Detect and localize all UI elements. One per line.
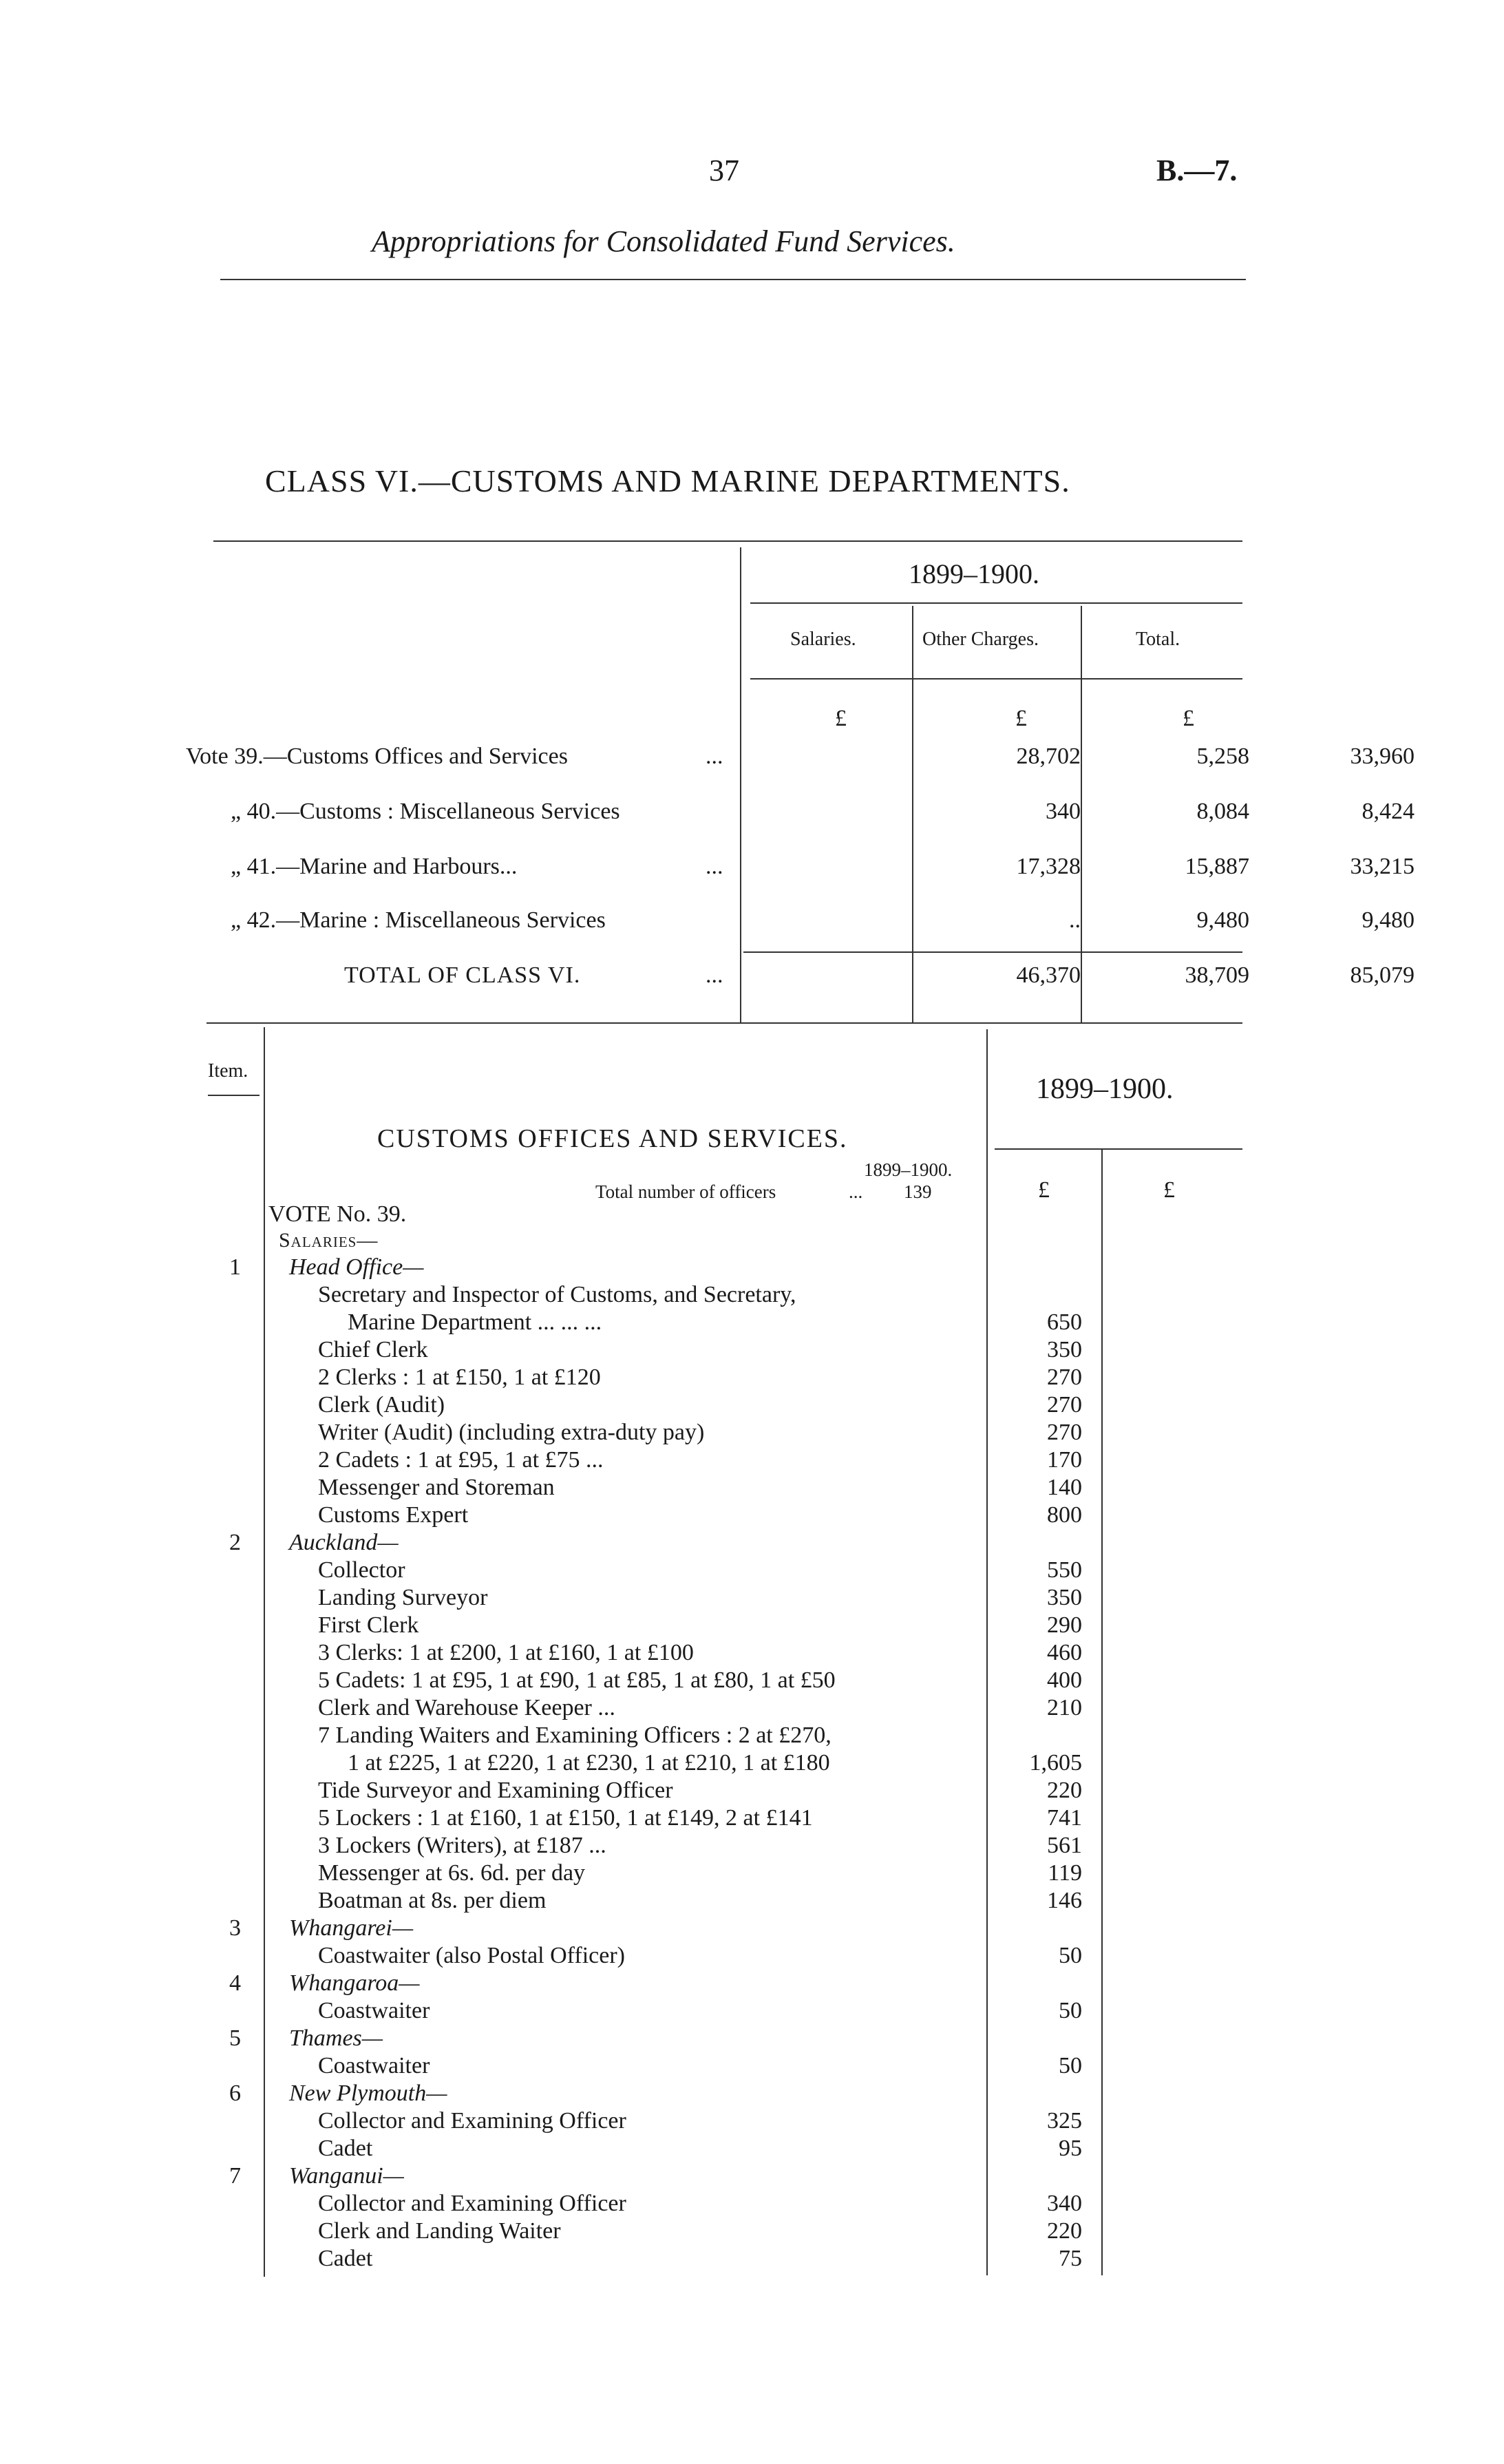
summary-year: 1899–1900.	[909, 558, 1039, 589]
summary-row-total: 9,480	[1362, 907, 1415, 933]
officers-leader: ...	[849, 1181, 863, 1202]
line-item-amount: 210	[1047, 1695, 1082, 1720]
salaries-heading: Salaries—	[279, 1229, 379, 1252]
line-item	[0, 2025, 1504, 2053]
line-item-heading: Thames—	[289, 2025, 383, 2051]
line-item-text: Coastwaiter	[318, 1998, 430, 2023]
summary-col-other-charges: Other Charges.	[922, 629, 1039, 650]
item-number: 6	[229, 2081, 241, 2106]
line-item	[0, 1750, 1504, 1778]
line-item-amount: 325	[1047, 2108, 1082, 2134]
line-item	[0, 1420, 1504, 1447]
line-item-text: 3 Clerks: 1 at £200, 1 at £160, 1 at £100	[318, 1640, 694, 1665]
line-item-amount: 50	[1059, 1943, 1082, 1968]
summary-header-rule	[750, 678, 1242, 680]
line-item	[0, 1778, 1504, 1805]
summary-top-rule	[213, 540, 1242, 542]
line-item-text: Coastwaiter (also Postal Officer)	[318, 1943, 625, 1968]
line-item	[0, 1254, 1504, 1282]
line-item-heading: Auckland—	[289, 1530, 399, 1555]
summary-row-total: 8,424	[1362, 799, 1415, 824]
summary-total-total: 85,079	[1350, 962, 1415, 988]
line-item-amount: 270	[1047, 1420, 1082, 1445]
summary-currency-other: £	[1015, 706, 1027, 731]
summary-year-rule	[750, 602, 1242, 604]
line-item-amount: 550	[1047, 1557, 1082, 1583]
line-item-amount: 290	[1047, 1612, 1082, 1638]
line-item-amount: 146	[1047, 1888, 1082, 1913]
summary-total-other: 38,709	[1185, 962, 1249, 988]
line-item	[0, 1860, 1504, 1888]
line-item	[0, 1392, 1504, 1420]
line-item-text: Tide Surveyor and Examining Officer	[318, 1778, 673, 1803]
line-item	[0, 1998, 1504, 2025]
summary-row-salaries: 28,702	[1016, 744, 1081, 769]
summary-row-total: 33,215	[1350, 854, 1415, 879]
item-number: 7	[229, 2163, 241, 2189]
line-item-text: Collector	[318, 1557, 405, 1583]
summary-currency-total: £	[1183, 706, 1194, 731]
line-item-amount: 75	[1059, 2246, 1082, 2271]
line-item-text: 5 Lockers : 1 at £160, 1 at £150, 1 at £149, 2 at £141	[318, 1805, 813, 1831]
item-column-header: Item.	[208, 1060, 248, 1082]
summary-total-rule	[743, 951, 1242, 953]
line-item-text: Messenger at 6s. 6d. per day	[318, 1860, 586, 1886]
line-item-amount: 50	[1059, 2053, 1082, 2078]
officers-label: Total number of officers	[595, 1181, 776, 1202]
header-rule	[220, 279, 1246, 280]
line-item-amount: 350	[1047, 1337, 1082, 1362]
summary-row-other: 8,084	[1196, 799, 1249, 824]
line-item-text: Landing Surveyor	[318, 1585, 488, 1610]
line-item	[0, 1530, 1504, 1557]
line-item-amount: 220	[1047, 2218, 1082, 2244]
line-item-amount: 400	[1047, 1667, 1082, 1693]
summary-currency-salaries: £	[835, 706, 847, 731]
line-item-text: Boatman at 8s. per diem	[318, 1888, 547, 1913]
line-item	[0, 1915, 1504, 1943]
line-item-text: 5 Cadets: 1 at £95, 1 at £90, 1 at £85, 1 at £80, 1 at £50	[318, 1667, 836, 1693]
summary-row-label: „ 42.—Marine : Miscellaneous Services	[231, 907, 606, 933]
line-item	[0, 1667, 1504, 1695]
line-item-amount: 460	[1047, 1640, 1082, 1665]
summary-col-divider-2	[1081, 606, 1082, 1022]
line-item	[0, 1447, 1504, 1475]
line-item	[0, 1888, 1504, 1915]
summary-row-label: „ 40.—Customs : Miscellaneous Services	[231, 799, 620, 824]
line-item-text: Messenger and Storeman	[318, 1475, 555, 1500]
line-item	[0, 2108, 1504, 2136]
line-item-amount: 140	[1047, 1475, 1082, 1500]
detail-currency-1: £	[1038, 1177, 1050, 1203]
line-item	[0, 2081, 1504, 2108]
summary-total-leader: ...	[706, 962, 723, 988]
line-item	[0, 2246, 1504, 2273]
line-item	[0, 1557, 1504, 1585]
summary-row-leader: ...	[706, 854, 723, 879]
line-item	[0, 2163, 1504, 2191]
line-item-amount: 800	[1047, 1502, 1082, 1528]
line-item-heading: New Plymouth—	[289, 2081, 447, 2106]
line-item-text: Collector and Examining Officer	[318, 2191, 626, 2216]
item-number: 2	[229, 1530, 241, 1555]
item-number: 3	[229, 1915, 241, 1941]
item-number: 4	[229, 1970, 241, 1996]
line-item-text: Writer (Audit) (including extra-duty pay)	[318, 1420, 705, 1445]
item-header-rule	[208, 1095, 260, 1096]
page-number: 37	[709, 154, 739, 187]
line-item-amount: 270	[1047, 1392, 1082, 1418]
summary-row-salaries: 17,328	[1016, 854, 1081, 879]
officers-year: 1899–1900.	[864, 1159, 953, 1180]
summary-col-salaries: Salaries.	[790, 629, 856, 650]
section-title: CUSTOMS OFFICES AND SERVICES.	[377, 1124, 848, 1153]
line-item	[0, 1309, 1504, 1337]
line-item-heading: Whangarei—	[289, 1915, 414, 1941]
line-item-text: Chief Clerk	[318, 1337, 428, 1362]
line-item-text: Coastwaiter	[318, 2053, 430, 2078]
line-item-text: Clerk and Warehouse Keeper ...	[318, 1695, 615, 1720]
line-item	[0, 1502, 1504, 1530]
line-item	[0, 2218, 1504, 2246]
line-item	[0, 1475, 1504, 1502]
line-item-text: Clerk and Landing Waiter	[318, 2218, 561, 2244]
summary-col-divider-1	[912, 606, 913, 1022]
summary-left-divider	[740, 547, 741, 1022]
detail-currency-2: £	[1163, 1177, 1175, 1203]
document-reference: B.—7.	[1156, 154, 1238, 187]
line-item-amount: 270	[1047, 1365, 1082, 1390]
line-item	[0, 1695, 1504, 1723]
summary-total-salaries: 46,370	[1016, 962, 1081, 988]
line-item-amount: 650	[1047, 1309, 1082, 1335]
line-item	[0, 1337, 1504, 1365]
line-item	[0, 1970, 1504, 1998]
summary-row-salaries: ..	[1069, 907, 1081, 933]
line-item-text: Collector and Examining Officer	[318, 2108, 626, 2134]
summary-row-other: 15,887	[1185, 854, 1249, 879]
line-item-text: Marine Department ... ... ...	[348, 1309, 602, 1335]
line-item-amount: 95	[1059, 2136, 1082, 2161]
line-item-text: 2 Clerks : 1 at £150, 1 at £120	[318, 1365, 601, 1390]
line-item-amount: 561	[1047, 1833, 1082, 1858]
line-item-text: Customs Expert	[318, 1502, 469, 1528]
summary-row-label: Vote 39.—Customs Offices and Services	[186, 744, 568, 769]
line-item-text: 7 Landing Waiters and Examining Officers : 2 at £270,	[318, 1723, 832, 1748]
officers-count: 139	[904, 1181, 932, 1202]
line-item-amount: 350	[1047, 1585, 1082, 1610]
line-item-text: 3 Lockers (Writers), at £187 ...	[318, 1833, 606, 1858]
summary-bottom-rule	[206, 1022, 1242, 1024]
item-number: 5	[229, 2025, 241, 2051]
line-item-amount: 170	[1047, 1447, 1082, 1473]
summary-total-label: TOTAL OF CLASS VI.	[344, 962, 581, 988]
line-item	[0, 2136, 1504, 2163]
line-item-text: First Clerk	[318, 1612, 419, 1638]
line-item-heading: Whangaroa—	[289, 1970, 420, 1996]
line-item-amount: 119	[1048, 1860, 1082, 1886]
summary-col-total: Total.	[1136, 629, 1180, 650]
line-item	[0, 1585, 1504, 1612]
line-item	[0, 1833, 1504, 1860]
vote-number: VOTE No. 39.	[268, 1201, 407, 1227]
summary-row-label: „ 41.—Marine and Harbours...	[231, 854, 518, 879]
line-item-amount: 340	[1047, 2191, 1082, 2216]
summary-row-other: 5,258	[1196, 744, 1249, 769]
line-item-text: Cadet	[318, 2136, 373, 2161]
summary-row-total: 33,960	[1350, 744, 1415, 769]
line-item	[0, 2191, 1504, 2218]
line-item	[0, 1943, 1504, 1970]
summary-row-leader: ...	[706, 744, 723, 769]
line-item	[0, 1612, 1504, 1640]
line-item-text: Clerk (Audit)	[318, 1392, 445, 1418]
page-subtitle: Appropriations for Consolidated Fund Services.	[372, 224, 955, 258]
line-item	[0, 2053, 1504, 2081]
line-item-text: 1 at £225, 1 at £220, 1 at £230, 1 at £210, 1 at £180	[348, 1750, 830, 1776]
line-item-text: Cadet	[318, 2246, 373, 2271]
item-number: 1	[229, 1254, 241, 1280]
line-item-amount: 220	[1047, 1778, 1082, 1803]
line-item-text: Secretary and Inspector of Customs, and Secretary,	[318, 1282, 796, 1307]
line-item-heading: Wanganui—	[289, 2163, 404, 2189]
line-item-text: 2 Cadets : 1 at £95, 1 at £75 ...	[318, 1447, 604, 1473]
line-item	[0, 1640, 1504, 1667]
class-title: CLASS VI.—CUSTOMS AND MARINE DEPARTMENTS.	[265, 463, 1070, 498]
line-item	[0, 1805, 1504, 1833]
line-item-amount: 50	[1059, 1998, 1082, 2023]
line-item-amount: 741	[1047, 1805, 1082, 1831]
line-item-amount: 1,605	[1029, 1750, 1082, 1776]
line-item	[0, 1723, 1504, 1750]
line-item	[0, 1365, 1504, 1392]
detail-year-rule	[995, 1148, 1242, 1150]
summary-row-salaries: 340	[1046, 799, 1081, 824]
line-item	[0, 1282, 1504, 1309]
summary-row-other: 9,480	[1196, 907, 1249, 933]
line-item-heading: Head Office—	[289, 1254, 424, 1280]
detail-year: 1899–1900.	[1036, 1073, 1174, 1105]
